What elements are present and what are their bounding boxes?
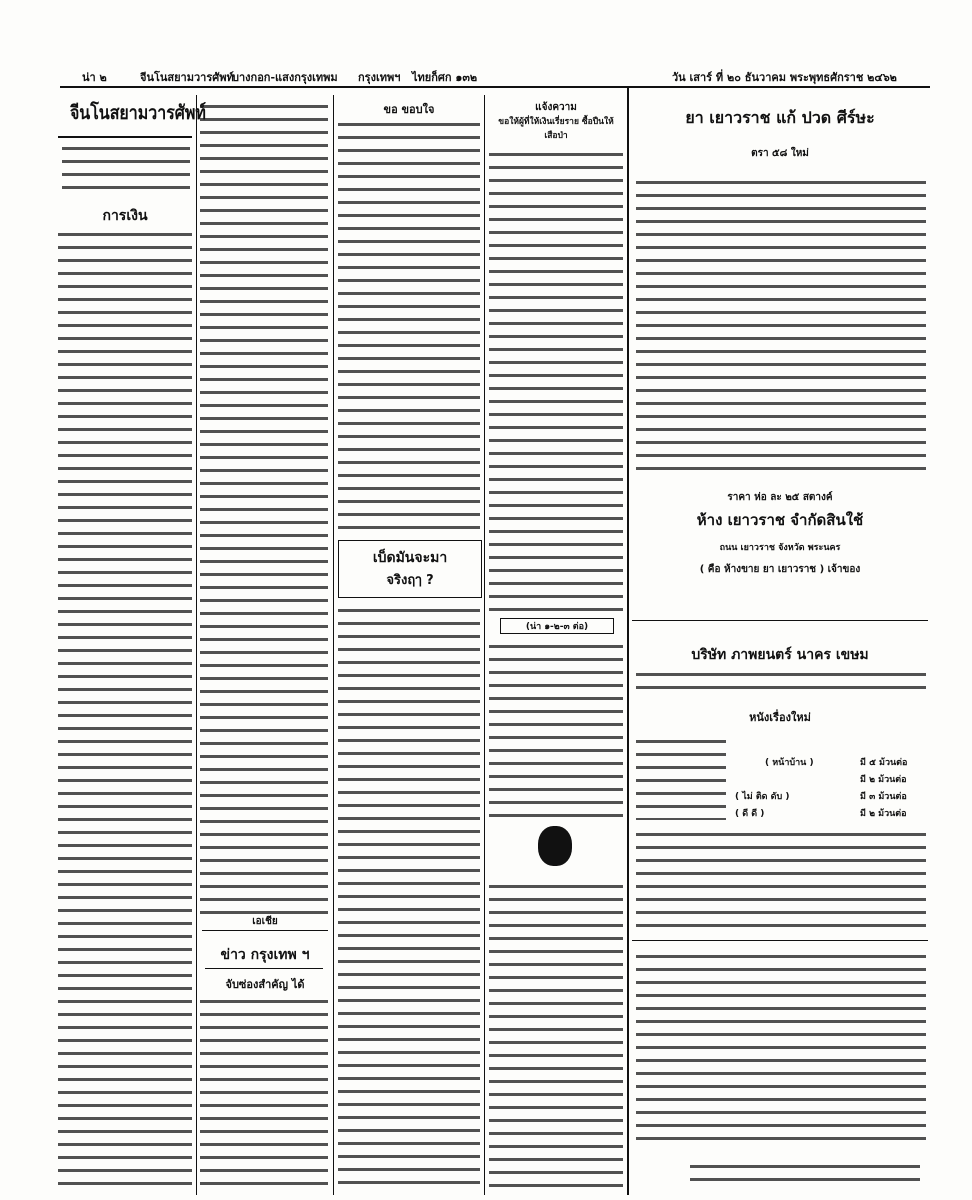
article-body — [200, 995, 328, 1193]
ad-subtitle: หนังเรื่องใหม่ — [749, 711, 811, 724]
issue-date: วัน เสาร์ ที่ ๒๐ ธันวาคม พระพุทธศักราช ๒๔๖๒ — [672, 71, 897, 84]
ad-title: บริษัท ภาพยนตร์ นาคร เขษม — [691, 647, 869, 663]
masthead-text: จีนโนสยามวารศัพท์ — [69, 102, 206, 124]
article-body — [338, 118, 480, 533]
column-divider — [196, 95, 197, 1195]
ad-body — [636, 828, 926, 928]
subtitle: จริงฤๅ ? — [386, 573, 434, 588]
film-reels: มี ๓ ม้วนต่อ — [860, 792, 907, 802]
boxed-title — [338, 540, 482, 598]
article-body — [58, 228, 192, 1193]
ad-body — [636, 176, 926, 476]
article-body — [338, 604, 480, 1194]
ad-brand: ตรา ๕๘ ใหม่ — [751, 148, 809, 159]
company-owner: ( คือ ห้างขาย ยา เยาวราช ) เจ้าของ — [699, 564, 861, 575]
header-rule — [60, 86, 930, 88]
film-reels: มี ๒ ม้วนต่อ — [860, 809, 907, 819]
column-divider — [484, 95, 485, 1195]
column-divider — [627, 88, 629, 1195]
article-body — [489, 880, 623, 1192]
notice-body — [489, 148, 623, 613]
film-reels: มี ๕ ม้วนต่อ — [860, 758, 908, 768]
page-number: น่า ๒ — [82, 71, 107, 84]
section-heading: การเงิน — [102, 208, 148, 224]
rule — [205, 968, 323, 969]
masthead — [57, 98, 206, 128]
boxed-note: (น่า ๑-๒-๓ ต่อ) — [500, 618, 614, 634]
film-reels: มี ๒ ม้วนต่อ — [860, 775, 907, 785]
year: ไทยก็ศก ๑๓๒ — [412, 71, 478, 84]
paper-name: จีนโนสยามวารศัพท์ — [140, 71, 234, 84]
press-name: บางกอก-แสงกรุงเทพม — [232, 71, 338, 84]
company-name: ห้าง เยาวราช จำกัดสินใช้ — [696, 511, 864, 529]
headline: จับซ่องสำคัญ ได้ — [225, 978, 305, 991]
title: เบ็ดมันจะมา — [372, 550, 448, 566]
city: กรุงเทพฯ — [358, 71, 401, 84]
illustration — [538, 826, 572, 866]
masthead-info — [62, 142, 190, 194]
company-address: ถนน เยาวราช จังหวัด พระนคร — [719, 543, 841, 553]
article-body — [489, 640, 623, 820]
rule — [202, 930, 328, 931]
heading: ขอ ขอบใจ — [383, 103, 435, 116]
notice-signature — [690, 1160, 920, 1186]
column-divider — [333, 95, 334, 1195]
article-end: เอเชีย — [252, 916, 278, 927]
ad-body — [636, 668, 926, 694]
film-name: ( ไม่ ติด ดับ ) — [735, 792, 790, 802]
ad-title: ยา เยาวราช แก้ ปวด ศีร์ษะ — [685, 108, 875, 127]
rule — [632, 620, 928, 621]
ad-price: ราคา ห่อ ละ ๒๕ สตางค์ — [727, 492, 833, 503]
rule — [58, 136, 192, 138]
rule — [632, 940, 928, 941]
film-name: ( หน้าบ้าน ) — [765, 758, 814, 768]
film-titles — [636, 735, 726, 820]
notice-body — [636, 950, 926, 1150]
section-heading: ข่าว กรุงเทพ ฯ — [220, 947, 310, 963]
subheading: ขอให้ผู้ที่ให้เงินเรี่ยราย ซื้อปืนให้ เสือป่า — [498, 117, 614, 141]
film-name: ( ดี ดี ) — [735, 809, 765, 819]
heading: แจ้งความ — [535, 102, 577, 113]
article-body — [200, 100, 328, 915]
